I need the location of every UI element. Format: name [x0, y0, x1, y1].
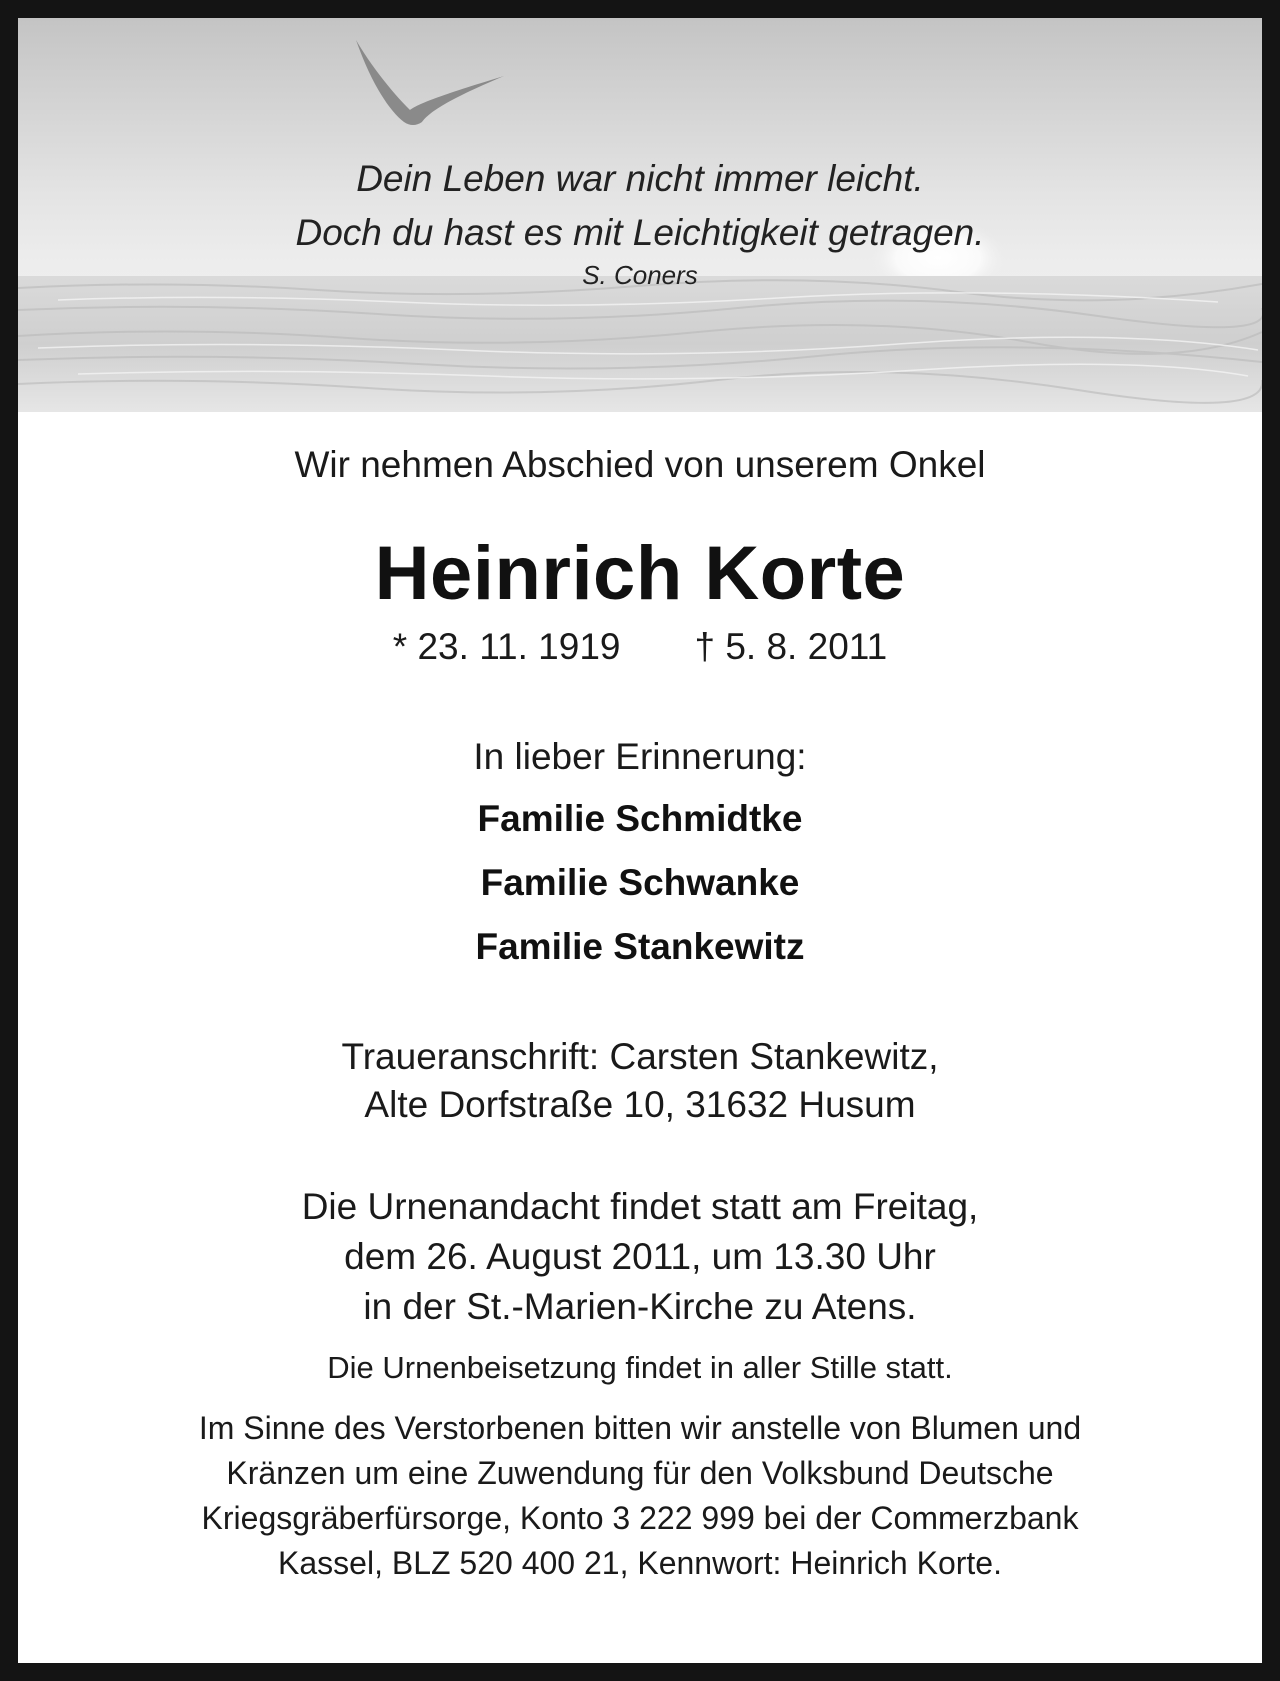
- quote-line: Doch du hast es mit Leichtigkeit getragen.: [295, 212, 985, 253]
- death-date: † 5. 8. 2011: [694, 626, 888, 667]
- donation-line: Kassel, BLZ 520 400 21, Kennwort: Heinrich Korte.: [278, 1545, 1002, 1581]
- mourning-family: Familie Schwanke: [480, 862, 800, 903]
- ceremony-line: in der St.-Marien-Kirche zu Atens.: [363, 1286, 917, 1327]
- mourning-address-line: Alte Dorfstraße 10, 31632 Husum: [364, 1084, 916, 1125]
- ceremony-line: dem 26. August 2011, um 13.30 Uhr: [344, 1236, 936, 1277]
- mourning-address-line: Traueranschrift: Carsten Stankewitz,: [341, 1036, 939, 1077]
- donation-line: Im Sinne des Verstorbenen bitten wir anstelle von Blumen und: [198, 1410, 1082, 1446]
- donation-line: Kränzen um eine Zuwendung für den Volksbund Deutsche: [226, 1455, 1054, 1491]
- burial-notice: Die Urnenbeisetzung findet in aller Stille statt.: [327, 1350, 953, 1385]
- farewell-intro: Wir nehmen Abschied von unserem Onkel: [294, 444, 986, 485]
- mourning-family: Familie Schmidtke: [477, 798, 803, 839]
- memory-heading: In lieber Erinnerung:: [473, 736, 807, 777]
- donation-line: Kriegsgräberfürsorge, Konto 3 222 999 bei der Commerzbank: [201, 1500, 1079, 1536]
- deceased-name: Heinrich Korte: [374, 531, 906, 616]
- ceremony-line: Die Urnenandacht findet statt am Freitag,: [301, 1186, 979, 1227]
- seagull-over-sea-image: [18, 18, 1262, 412]
- life-dates: [18, 626, 1262, 668]
- mourning-family: Familie Stankewitz: [475, 926, 805, 967]
- quote-author: S. Coners: [582, 260, 698, 290]
- quote-line: Dein Leben war nicht immer leicht.: [356, 158, 924, 199]
- birth-date: * 23. 11. 1919: [392, 626, 621, 667]
